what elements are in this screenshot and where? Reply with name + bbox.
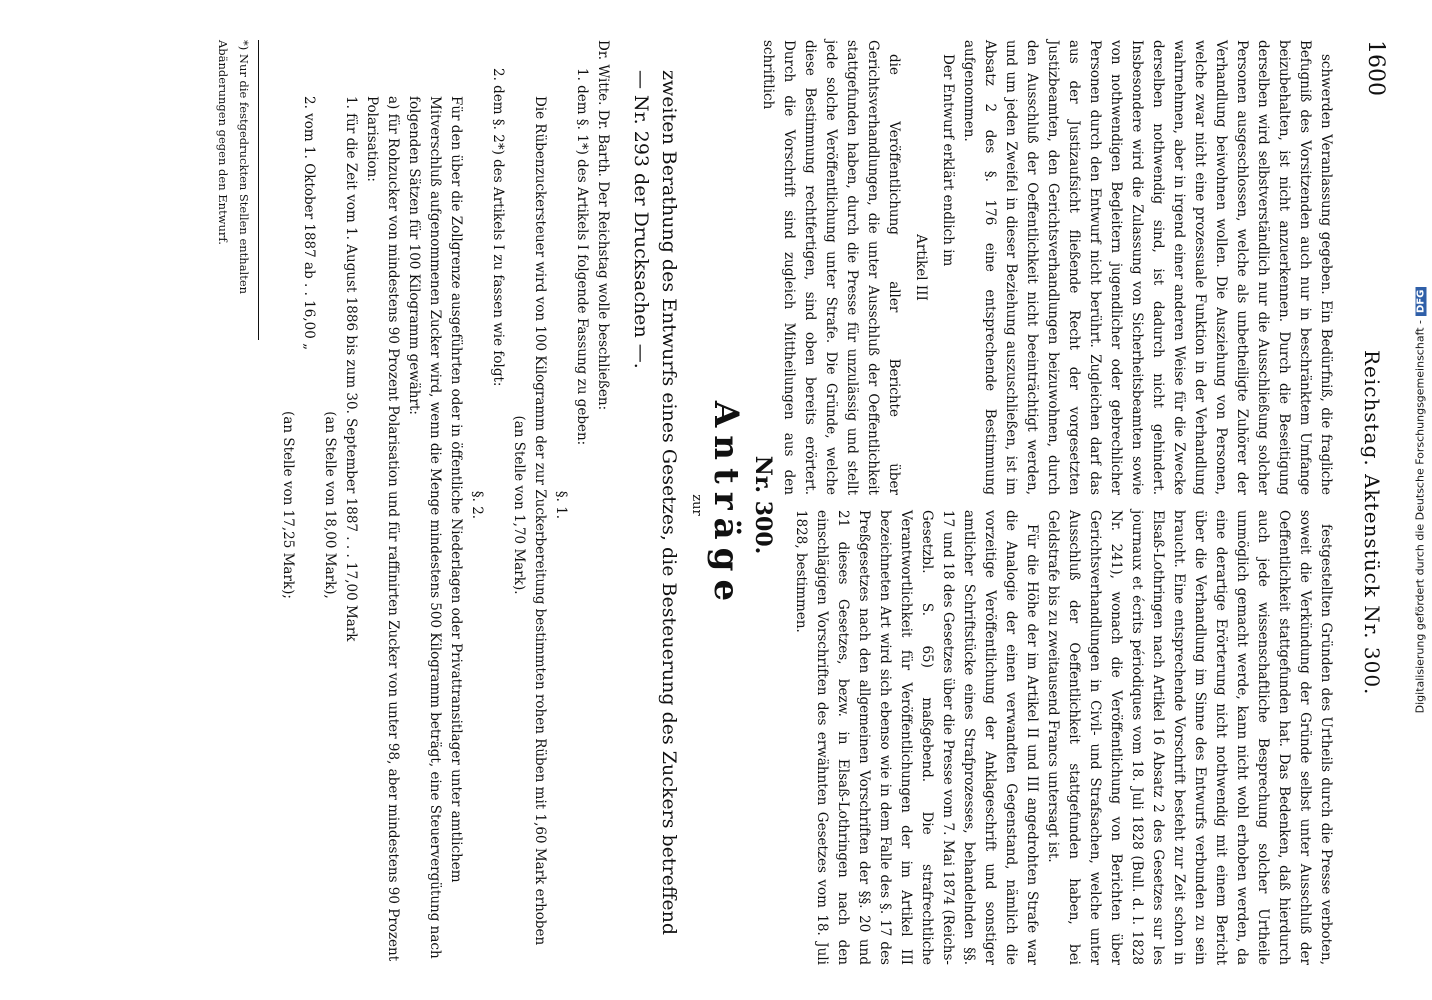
motion-line: 2. vom 1. Oktober 1887 ab . . 16,00 „	[301, 96, 317, 351]
dfg-sidebar	[1408, 0, 1432, 1000]
left-paragraph: die Veröffentlichung aller Berichte über Gerichtsverhandlungen, die unter Ausschluß der Oeffentlichkeit stattgefunden haben, durch die Presse für unzulässig und stellt jede solche Veröffentlichung unter Strafe. Die Gründe, welche diese Bestimmung rechtfertigen, sind oben bereits erörtert. Durch die Vorschrift sind zugleich Mittheilungen aus den schriftlich	[760, 40, 902, 495]
footnote: *) Nur die festgedruckten Stellen enthalten Abänderungen gegen den Entwurf.	[212, 40, 259, 340]
motion-line: (an Stelle von 18,00 Mark),	[322, 411, 338, 599]
motion-line: §. 1.	[553, 490, 569, 520]
right-column	[790, 510, 1336, 965]
sidebar-text	[1414, 0, 1427, 1000]
dfg-logo: DFG	[1416, 287, 1427, 316]
section-number: Nr. 300.	[750, 455, 776, 555]
motion-line: Die Rübenzuckersteuer wird von 100 Kilogramm der zur Zuckerbereitung bestimmten rohen Rüben mit 1,60 Mark erhoben	[532, 96, 548, 946]
section-body	[212, 40, 613, 970]
motion-line: Für den über die Zollgrenze ausgeführten oder in öffentliche Niederlagen oder Privattransitlager unter amtlichem Mitverschluß aufgenommenen Zucker wird, wenn die Menge mindestens 500 Kilogramm beträgt, eine Steuervergütung nach folgenden Sätzen für 100 Kilogramm gewährt:	[406, 96, 464, 959]
section-zur: zur	[689, 494, 704, 516]
sidebar-funding-text: Digitalisierung gefördert durch die Deutsche Forschungsgemeinschaft -	[1413, 319, 1427, 714]
section-title: Anträge	[706, 400, 746, 610]
left-column	[757, 40, 1336, 495]
page-number: 1600	[1363, 40, 1388, 96]
article-heading: Artikel III	[913, 234, 929, 301]
motion-line: (an Stelle von 1,70 Mark).	[511, 415, 527, 595]
section-subtitle: zweiten Berathung des Entwurfs eines Gesetzes, die Besteuerung des Zuckers betreffend — Nr. 293 der Drucksachen —.	[630, 70, 680, 936]
left-paragraph: schwerden Veranlassung gegeben. Ein Bedürfniß, die fragliche Befugniß des Vorsitzenden auch nur in beschränktem Umfange beizubehalten, ist nicht anzuerkennen. Durch die Beseitigung derselben wird selbstverständlich nur die Ausschließung solcher Personen ausgeschlossen, welche als unbetheiligte Zuhörer der Verhandlung beiwohnen wollen. Die Ausziehung von Personen, welche zwar nicht eine prozessuale Funktion in der Verhandlung wahrnehmen, aber in irgend einer anderen Weise für die Zwecke derselben nothwendig sind, ist dadurch nicht gehindert. Insbesondere wird die Zulassung von Sicherheitsbeamten sowie von nothwendigen Begleitern jugendlicher oder gebrechlicher Personen durch den Entwurf nicht berührt. Zugleichen darf das aus der Justizaufsicht fließende Recht der vorgesetzten Justizbeamten, den Gerichtsverhandlungen beizuwohnen, durch den Ausschluß der Oeffentlichkeit nicht beeinträchtigt werden, und um jeden Zweifel in dieser Beziehung auszuschließen, ist im Absatz 2 des §. 176 eine entsprechende Bestimmung aufgenommen.	[961, 40, 1334, 495]
right-paragraph: festgestellten Gründen des Urtheils durch die Presse verboten, soweit die Verkündung der Gründe selbst unter Ausschluß der Oeffentlichkeit stattgefunden hat. Das Bedenken, daß hierdurch auch jede wissenschaftliche Besprechung solcher Urtheile unmöglich gemacht werde, kann nicht wohl erhoben werden, da eine derartige Erörterung nicht nothwendig mit einem Bericht über die Verhandlung im Sinne des Entwurfs verbunden zu sein braucht. Eine entsprechende Vorschrift besteht zur Zeit schon in Elsaß-Lothringen nach Artikel 16 Absatz 2 des Gesetzes sur les journaux et écrits périodiques vom 18. Juli 1828 (Bull. d. l. 1828 Nr. 241), wonach die Veröffentlichung von Berichten über Gerichtsverhandlungen in Civil- und Strafsachen, welche unter Ausschluß der Oeffentlichkeit stattgefunden haben, bei Geldstrafe bis zu zweitausend Francs untersagt ist.	[1045, 510, 1334, 965]
motion-line: Dr. Witte. Dr. Barth. Der Reichstag wolle beschließen:	[595, 40, 611, 411]
motion-line: §. 2.	[469, 490, 485, 520]
antraege-section	[212, 40, 776, 970]
left-paragraph: Der Entwurf erklärt endlich im	[940, 54, 956, 267]
page-header	[1346, 20, 1406, 980]
motion-line: 1. dem §. 1*) des Artikels I folgende Fassung zu geben:	[574, 68, 590, 446]
right-paragraph: Für die Höhe der im Artikel II und III angedrohten Strafe war die Analogie der einen verwandten Gegenstand, nämlich die vorzeitige Veröffentlichung der Anklageschrift und sonstiger amtlicher Schriftstücke eines Strafprozesses, behandelnden §§. 17 und 18 des Gesetzes über die Presse vom 7. Mai 1874 (Reichs-Gesetzbl. S. 65) maßgebend. Die strafrechtliche Verantwortlichkeit für Veröffentlichungen der im Artikel III bezeichneten Art wird sich ebenso wie in dem Falle des §. 17 des Preßgesetzes nach den allgemeinen Vorschriften der §§. 20 und 21 dieses Gesetzes, bezw. in Elsaß-Lothringen nach den einschlägigen Vorschriften des erwähnten Gesetzes vom 18. Juli 1828, bestimmen.	[793, 510, 1040, 965]
motion-line: a) für Rohzucker von mindestens 90 Prozent Polarisation und für raffinirten Zucker von unter 98, aber mindestens 90 Prozent Polarisation:	[364, 96, 401, 962]
motion-line: 2. dem §. 2*) des Artikels I zu fassen wie folgt:	[490, 68, 506, 387]
motion-line: 1. für die Zeit vom 1. August 1886 bis zum 30. September 1887 . . . 17,00 Mark	[343, 96, 359, 642]
running-title: Reichstag. Aktenstück Nr. 300.	[1360, 350, 1384, 696]
motion-line: (an Stelle von 17,25 Mark);	[280, 411, 296, 599]
rotated-page	[26, 20, 1406, 980]
